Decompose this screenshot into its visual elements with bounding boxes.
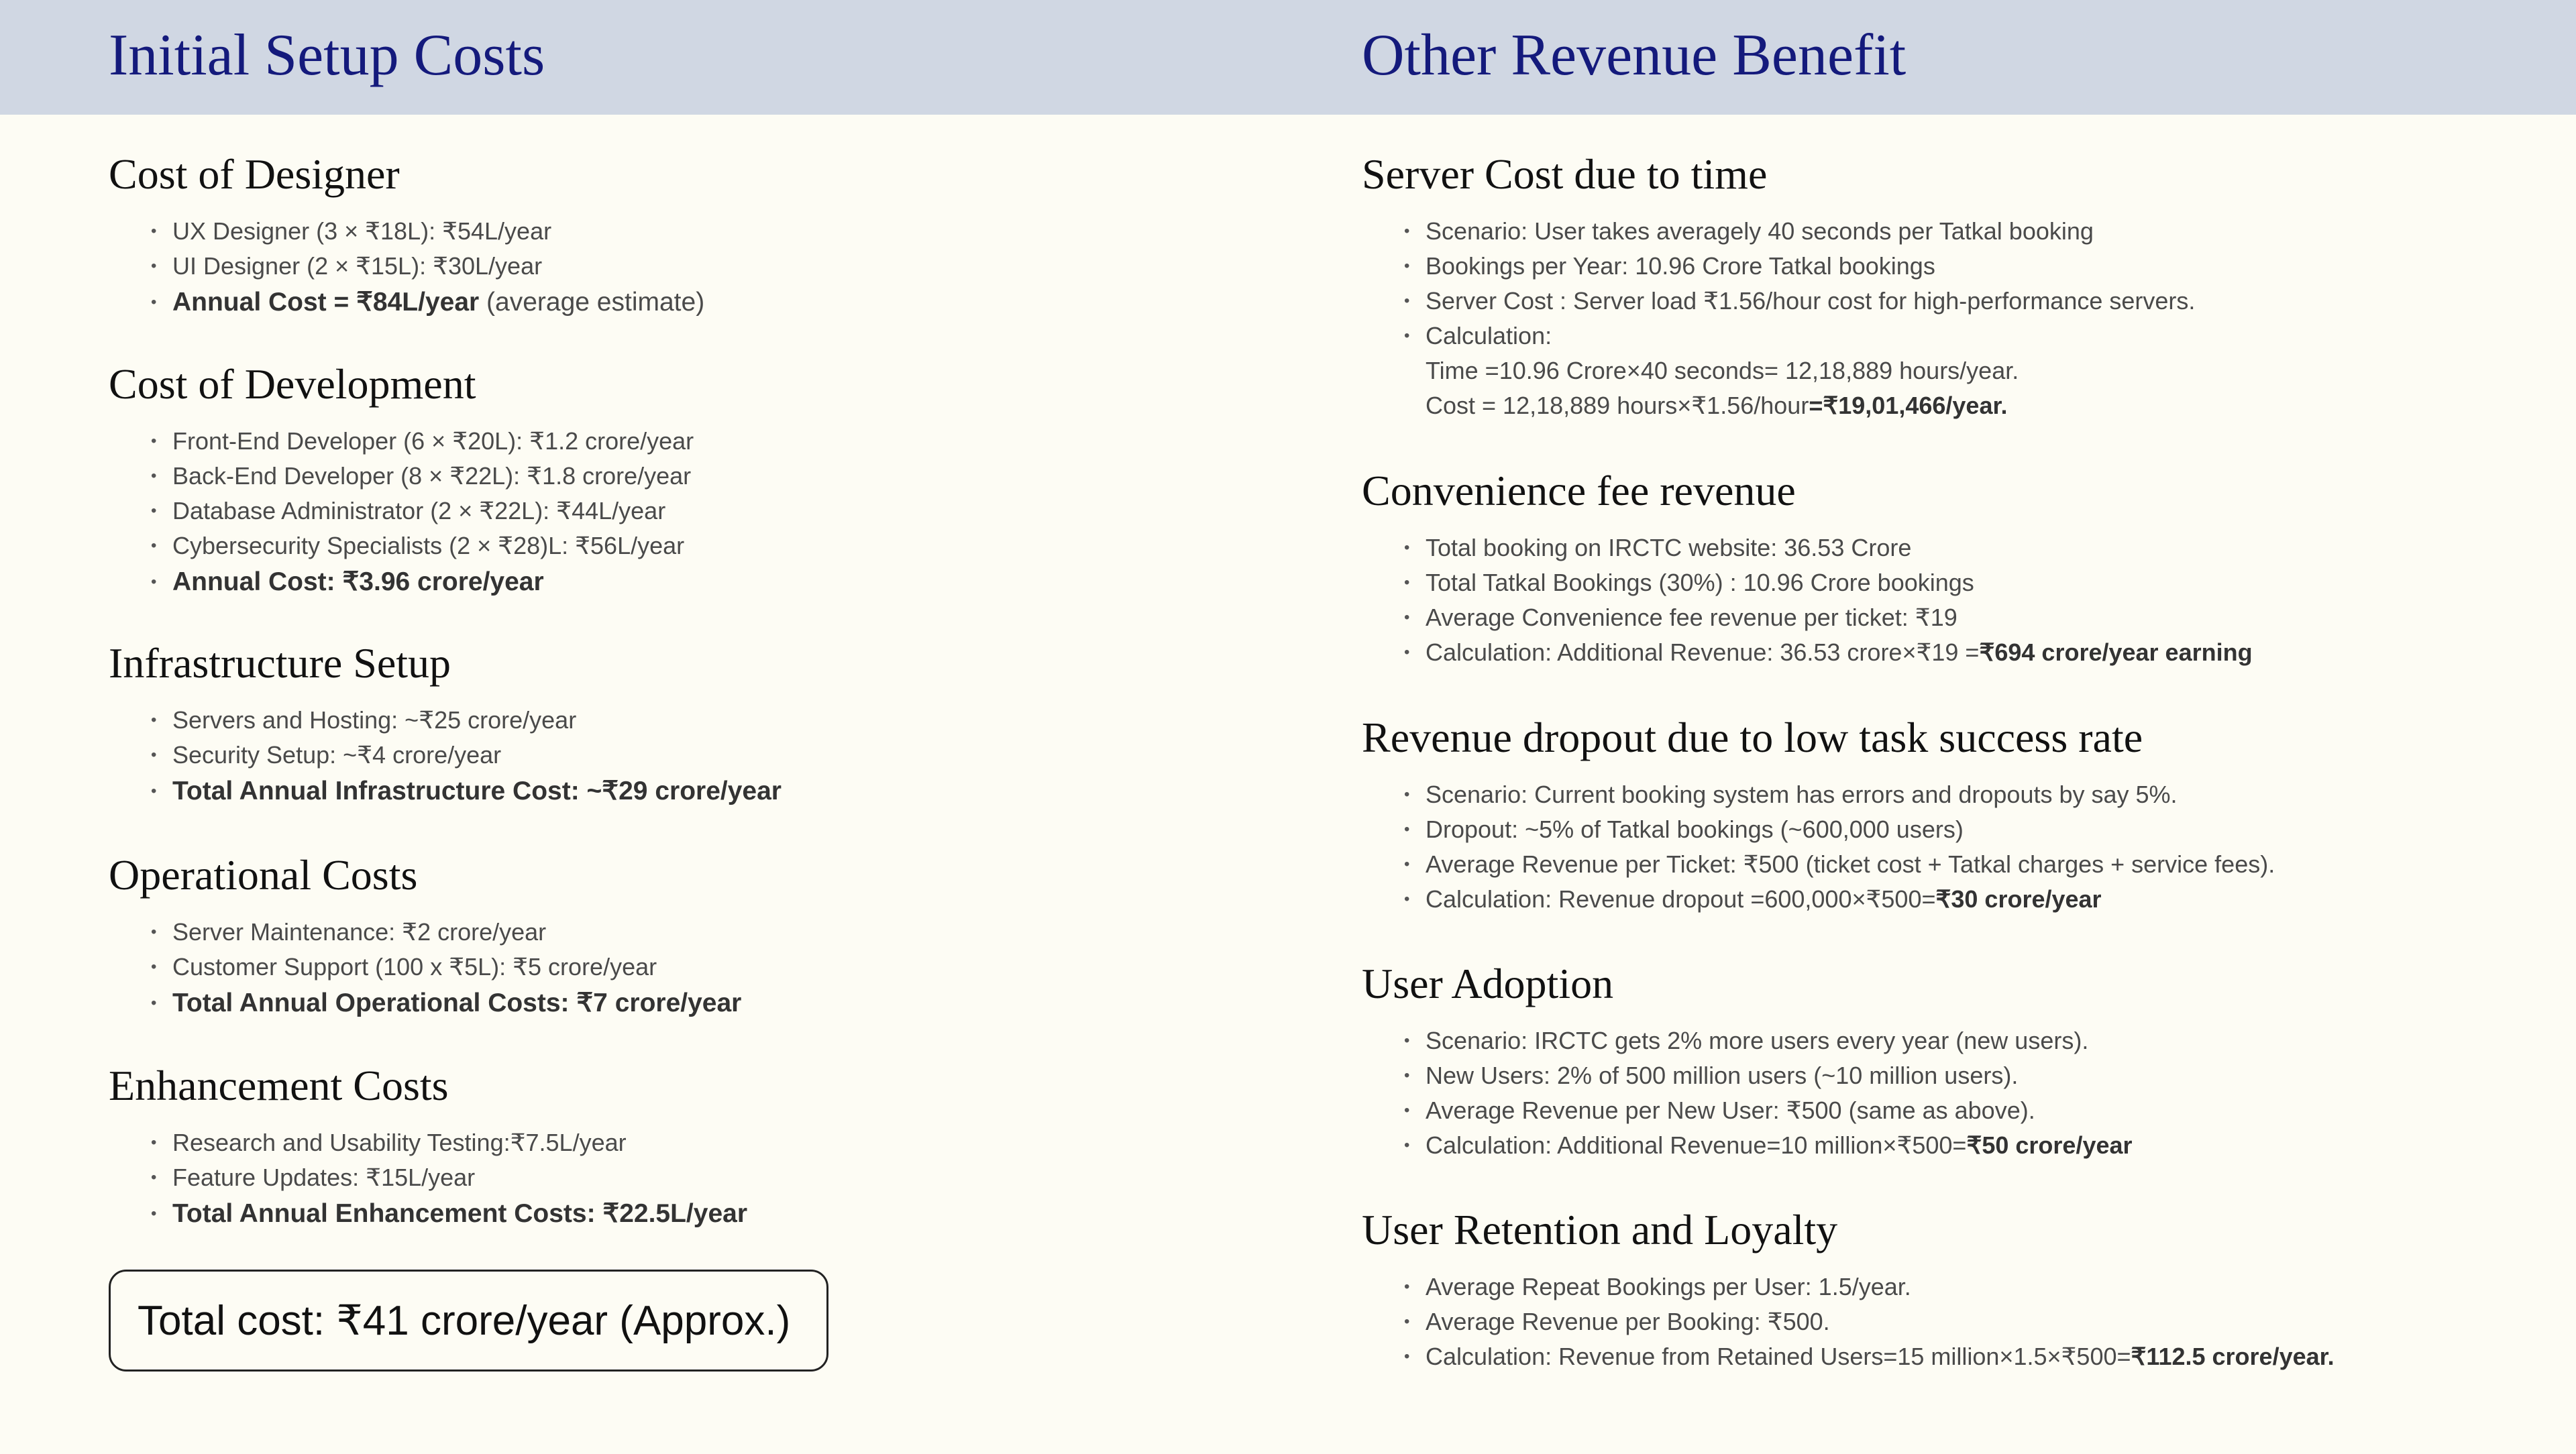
item-emphasis: Total Annual Enhancement Costs: ₹22.5L/year	[172, 1199, 748, 1228]
item-emphasis: Annual Cost = ₹84L/year	[172, 288, 480, 317]
item-text: New Users: 2% of 500 million users (~10 million users).	[1426, 1062, 2019, 1089]
item-text: Average Revenue per Booking: ₹500.	[1426, 1308, 1830, 1335]
list-item	[1404, 777, 2275, 812]
item-text: Average Revenue per Ticket: ₹500 (ticket cost + Tatkal charges + service fees).	[1426, 850, 2275, 878]
item-text: Cost = 12,18,889 hours×₹1.56/hour	[1426, 392, 1809, 419]
list-item	[151, 1195, 747, 1233]
list-item	[1404, 1270, 2334, 1304]
list-item	[151, 528, 694, 563]
list-item	[151, 950, 741, 985]
list-item	[1404, 214, 2195, 249]
list-item	[151, 738, 782, 773]
item-text: UX Designer (3 × ₹18L): ₹54L/year	[172, 217, 552, 245]
list-item	[1404, 600, 2253, 635]
list-item	[151, 1125, 747, 1160]
item-text: Server Cost : Server load ₹1.56/hour cost for high-performance servers.	[1426, 287, 2196, 315]
item-text: Scenario: IRCTC gets 2% more users every year (new users).	[1426, 1027, 2089, 1054]
section-heading: Server Cost due to time	[1362, 150, 1768, 198]
section	[1362, 1203, 2334, 1374]
item-emphasis: Annual Cost: ₹3.96 crore/year	[172, 567, 544, 596]
item-emphasis: ₹112.5 crore/year.	[2131, 1343, 2334, 1370]
section-heading: Convenience fee revenue	[1362, 467, 1796, 514]
list-item	[151, 249, 704, 284]
item-text: Calculation: Revenue dropout =600,000×₹500=	[1426, 885, 1936, 913]
list-item	[151, 915, 741, 950]
item-text: Average Repeat Bookings per User: 1.5/year.	[1426, 1273, 1911, 1300]
bullet-list	[109, 703, 782, 810]
item-text: Bookings per Year: 10.96 Crore Tatkal bookings	[1426, 252, 1935, 280]
left-title: Initial Setup Costs	[109, 23, 545, 88]
right-title: Other Revenue Benefit	[1362, 23, 1907, 88]
item-text: Feature Updates: ₹15L/year	[172, 1164, 476, 1191]
list-item	[1404, 530, 2253, 565]
item-text: Scenario: User takes averagely 40 seconds per Tatkal booking	[1426, 217, 2094, 245]
section	[109, 148, 704, 321]
list-item	[1404, 882, 2275, 917]
list-item	[1404, 284, 2195, 319]
item-text: Server Maintenance: ₹2 crore/year	[172, 918, 547, 946]
total-cost-text: Total cost: ₹41 crore/year (Approx.)	[138, 1298, 791, 1344]
section-heading: User Retention and Loyalty	[1362, 1206, 1838, 1253]
bullet-list	[109, 424, 694, 601]
item-text: Total Tatkal Bookings (30%) : 10.96 Crore bookings	[1426, 569, 1974, 596]
list-item	[151, 703, 782, 738]
list-item	[1404, 635, 2253, 670]
item-text: Database Administrator (2 × ₹22L): ₹44L/year	[172, 497, 666, 524]
list-item	[151, 284, 704, 321]
item-text: Security Setup: ~₹4 crore/year	[172, 741, 502, 769]
list-item	[1404, 1023, 2133, 1058]
list-item	[1404, 812, 2275, 847]
list-item	[151, 459, 694, 494]
bullet-list	[109, 214, 704, 321]
section-heading: Cost of Development	[109, 360, 476, 408]
bullet-list	[1362, 1023, 2133, 1163]
list-item	[151, 424, 694, 459]
item-text: Front-End Developer (6 × ₹20L): ₹1.2 crore/year	[172, 427, 694, 455]
section	[109, 848, 741, 1022]
section-heading: Operational Costs	[109, 851, 418, 899]
section-heading: Cost of Designer	[109, 150, 400, 198]
list-item	[151, 494, 694, 528]
item-emphasis: ₹30 crore/year	[1935, 885, 2102, 913]
bullet-list	[1362, 214, 2195, 423]
list-item	[1404, 565, 2253, 600]
section	[1362, 148, 2195, 423]
bullet-list	[1362, 530, 2253, 670]
list-item	[1404, 353, 2195, 388]
item-text: Scenario: Current booking system has errors and dropouts by say 5%.	[1426, 781, 2178, 808]
section-heading: User Adoption	[1362, 960, 1614, 1007]
section-heading: Enhancement Costs	[109, 1062, 449, 1109]
item-text: Average Convenience fee revenue per ticket: ₹19	[1426, 604, 1957, 631]
item-text: Calculation:	[1426, 322, 1552, 349]
list-item	[1404, 1128, 2133, 1163]
item-text: UI Designer (2 × ₹15L): ₹30L/year	[172, 252, 543, 280]
bullet-list	[109, 915, 741, 1022]
item-emphasis: ₹50 crore/year	[1966, 1131, 2133, 1159]
section	[1362, 464, 2253, 670]
item-text: Customer Support (100 x ₹5L): ₹5 crore/year	[172, 953, 657, 981]
item-emphasis: ₹694 crore/year earning	[1979, 638, 2253, 666]
section	[109, 1059, 747, 1233]
section	[109, 357, 694, 601]
item-text: Total booking on IRCTC website: 36.53 Crore	[1426, 534, 1912, 561]
section-heading: Infrastructure Setup	[109, 639, 451, 687]
list-item	[1404, 1093, 2133, 1128]
item-text: Dropout: ~5% of Tatkal bookings (~600,000 users)	[1426, 816, 1964, 843]
bullet-list	[1362, 1270, 2334, 1374]
total-cost-box	[109, 1270, 828, 1372]
item-text: Research and Usability Testing:₹7.5L/year	[172, 1129, 627, 1156]
item-emphasis: Total Annual Operational Costs: ₹7 crore/year	[172, 989, 742, 1017]
list-item	[151, 1160, 747, 1195]
list-item	[151, 773, 782, 810]
section	[1362, 957, 2133, 1163]
list-item	[1404, 847, 2275, 882]
item-text: Back-End Developer (8 × ₹22L): ₹1.8 crore/year	[172, 462, 692, 490]
item-text: Servers and Hosting: ~₹25 crore/year	[172, 706, 577, 734]
bullet-list	[1362, 777, 2275, 917]
item-text: Average Revenue per New User: ₹500 (same as above).	[1426, 1097, 2035, 1124]
item-emphasis: Total Annual Infrastructure Cost: ~₹29 crore/year	[172, 777, 782, 805]
list-item	[1404, 1058, 2133, 1093]
section-heading: Revenue dropout due to low task success rate	[1362, 714, 2143, 761]
item-text: Calculation: Revenue from Retained Users=15 million×1.5×₹500=	[1426, 1343, 2131, 1370]
list-item	[151, 214, 704, 249]
section	[1362, 711, 2275, 917]
list-item	[151, 985, 741, 1022]
list-item	[1404, 388, 2195, 423]
item-text: Cybersecurity Specialists (2 × ₹28)L: ₹56L/year	[172, 532, 685, 559]
bullet-list	[109, 1125, 747, 1233]
list-item	[1404, 319, 2195, 353]
list-item	[1404, 249, 2195, 284]
item-text: Calculation: Additional Revenue: 36.53 crore×₹19 =	[1426, 638, 1980, 666]
section	[109, 636, 782, 810]
item-emphasis: =₹19,01,466/year.	[1809, 392, 2008, 419]
list-item	[1404, 1339, 2334, 1374]
item-text: (average estimate)	[479, 288, 705, 317]
item-text: Calculation: Additional Revenue=10 million×₹500=	[1426, 1131, 1967, 1159]
list-item	[151, 563, 694, 601]
list-item	[1404, 1304, 2334, 1339]
item-text: Time =10.96 Crore×40 seconds= 12,18,889 hours/year.	[1426, 357, 2019, 384]
